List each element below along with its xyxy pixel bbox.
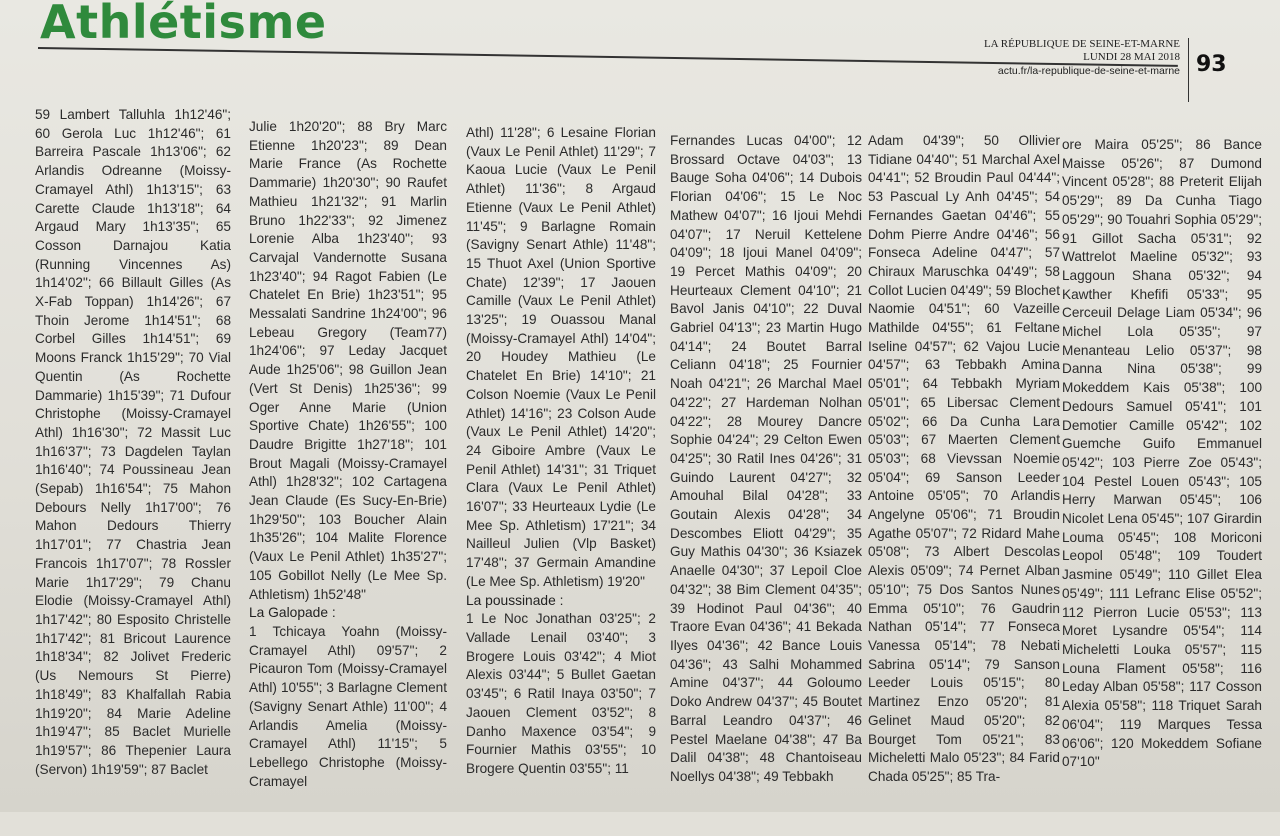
publication-name: LA RÉPUBLIQUE DE SEINE-ET-MARNE bbox=[983, 38, 1180, 50]
results-paragraph: Fernandes Lucas 04'00"; 12 Brossard Octave 04'03"; 13 Bauge Soha 04'06"; 14 Dubois Florian 04'06"; 15 Le Noc Mathew 04'07"; 16 Ijoui Mehdi 04'07"; 17 Neruil Kettelene 04'09"; 18 Ijoui Manel 04'09"; 19 Percet Mathis 04'09"; 20 Heurteaux Clement 04'10"; 21 Bavol Janis 04'10"; 22 Duval Gabriel 04'13"; 23 Martin Hugo 04'14"; 24 Boutet Barral Celiann 04'18"; 25 Fournier Noah 04'21"; 26 Marchal Mael 04'22"; 27 Hardeman Nolhan 04'22"; 28 Mourey Dancre Sophie 04'24"; 29 Celton Ewen 04'25"; 30 Ratil Ines 04'26"; 31 Guindo Laurent 04'27"; 32 Amouhal Bilal 04'28"; 33 Goutain Alexis 04'28"; 34 Descombes Eliott 04'29"; 35 Guy Mathis 04'30"; 36 Ksiazek Anaelle 04'30"; 37 Lepoil Cloe 04'32"; 38 Bim Clement 04'35"; 39 Hodinot Paul 04'36"; 40 Traore Evan 04'36"; 41 Bekada Ilyes 04'36"; 42 Bance Louis 04'36"; 43 Salhi Mohammed Amine 04'37"; 44 Goloumo Doko Andrew 04'37"; 45 Boutet Barral Leandro 04'37"; 46 Pestel Maelane 04'38"; 47 Ba Dalil 04'38"; 48 Chantoiseau Noellys 04'38"; 49 Tebbakh bbox=[670, 133, 862, 784]
results-paragraph: Athl) 11'28"; 6 Lesaine Florian (Vaux Le Penil Athlet) 11'29"; 7 Kaoua Lucie (Vaux Le Penil Athlet) 11'36"; 8 Argaud Etienne (Vaux Le Penil Athlet) 11'45"; 9 Barlagne Romain (Savigny Senart Athle) 11'48"; 15 Thuot Axel (Union Sportive Chate) 12'39"; 17 Jaouen Camille (Vaux Le Penil Athlet) 13'25"; 19 Ouassou Manal (Moissy-Cramayel Athl) 14'04"; 20 Houdey Mathieu (Le Chatelet En Brie) 14'10"; 21 Colson Noemie (Vaux Le Penil Athlet) 14'16"; 23 Colson Aude (Vaux Le Penil Athlet) 14'20"; 24 Giboire Ambre (Vaux Le Penil Athlet) 14'31"; 31 Triquet Clara (Vaux Le Penil Athlet) 16'07"; 33 Heurteaux Lydie (Le Mee Sp. Athletism) 17'21"; 34 Nailleul Julien (Vlp Basket) 17'48"; 37 Germain Amandine (Le Mee Sp. Athletism) 19'20" bbox=[466, 125, 656, 589]
results-column-1 bbox=[35, 106, 231, 806]
results-paragraph: 59 Lambert Talluhla 1h12'46"; 60 Gerola Luc 1h12'46"; 61 Barreira Pascale 1h13'06"; 62 Arlandis Odreanne (Moissy-Cramayel Athl) 1h13'15"; 63 Carette Claude 1h13'18"; 64 Argaud Mary 1h13'35"; 65 Cosson Darnajou Katia (Running Vincennes As) 1h14'02"; 66 Billault Gilles (As X-Fab Toppan) 1h14'26"; 67 Thoin Jerome 1h14'51"; 68 Corbel Gilles 1h14'51"; 69 Moons Franck 1h15'29"; 70 Vial Quentin (As Rochette Dammarie) 1h15'39"; 71 Dufour Christophe (Moissy-Cramayel Athl) 1h16'30"; 72 Massit Luc 1h16'37"; 73 Dagdelen Taylan 1h16'40"; 74 Poussineau Jean (Sepab) 1h16'54"; 75 Mahon Debours Nelly 1h17'00"; 76 Mahon Dedours Thierry 1h17'01"; 77 Chastria Jean Francois 1h17'07"; 78 Rossler Marie 1h17'29"; 79 Chanu Elodie (Moissy-Cramayel Athl) 1h17'42"; 80 Esposito Christelle 1h17'42"; 81 Bricout Laurence 1h18'34"; 82 Jolivet Frederic (Us Nemours St Pierre) 1h18'49"; 83 Khalfallah Rabia 1h19'20"; 84 Marie Adeline 1h19'47"; 85 Baclet Murielle 1h19'57"; 86 Thepenier Laura (Servon) 1h19'59"; 87 Baclet bbox=[35, 107, 231, 777]
page-number: 93 bbox=[1196, 52, 1227, 77]
results-column-6 bbox=[1062, 136, 1262, 836]
results-column-3 bbox=[466, 124, 656, 824]
results-column-5 bbox=[868, 132, 1060, 832]
results-column-2 bbox=[249, 118, 447, 818]
results-column-4 bbox=[670, 132, 862, 832]
results-paragraph: ore Maira 05'25"; 86 Bance Maisse 05'26"; 87 Dumond Vincent 05'28"; 88 Preterit Elijah 05'29"; 89 Da Cunha Tiago 05'29"; 90 Touahri Sophia 05'29"; 91 Gillot Sacha 05'31"; 92 Wattrelot Maeline 05'32"; 93 Laggoun Shana 05'32"; 94 Kawther Khefifi 05'33"; 95 Cerceuil Delage Liam 05'34"; 96 Michel Lola 05'35"; 97 Menanteau Lelio 05'37"; 98 Danna Nina 05'38"; 99 Mokeddem Kais 05'38"; 100 Dedours Samuel 05'41"; 101 Demotier Camille 05'42"; 102 Guemche Guifo Emmanuel 05'42"; 103 Pierre Zoe 05'43"; 104 Pestel Louen 05'43"; 105 Herry Marwan 05'45"; 106 Nicolet Lena 05'45"; 107 Girardin Louma 05'45"; 108 Moriconi Leopol 05'48"; 109 Toudert Jasmine 05'49"; 110 Gillet Elea 05'49"; 111 Lefranc Elise 05'52"; 112 Pierron Lucie 05'53"; 113 Moret Lysandre 05'54"; 114 Micheletti Louka 05'57"; 115 Louna Flament 05'58"; 116 Leday Alban 05'58"; 117 Cosson Alexia 05'58"; 118 Triquet Sarah 06'04"; 119 Marques Tessa 06'06"; 120 Mokeddem Sofiane 07'10" bbox=[1062, 137, 1262, 770]
section-title: Athlétisme bbox=[40, 0, 327, 49]
publication-date: LUNDI 28 MAI 2018 bbox=[1083, 51, 1180, 63]
publication-info bbox=[960, 38, 1180, 78]
results-paragraph: Adam 04'39"; 50 Ollivier Tidiane 04'40"; 51 Marchal Axel 04'41"; 52 Broudin Paul 04'44"; 53 Pascual Ly Anh 04'45"; 54 Fernandes Gaetan 04'46"; 55 Dohm Pierre Andre 04'46"; 56 Fonseca Adeline 04'47"; 57 Chiraux Maruschka 04'49"; 58 Collot Lucien 04'49"; 59 Blochet Naomie 04'51"; 60 Vazeille Mathilde 04'55"; 61 Feltane Iseline 04'57"; 62 Vajou Lucie 04'57"; 63 Tebbakh Amina 05'01"; 64 Tebbakh Myriam 05'01"; 65 Libersac Clement 05'02"; 66 Da Cunha Lara 05'03"; 67 Maerten Clement 05'03"; 68 Vievssan Noemie 05'04"; 69 Sanson Leeder Antoine 05'05"; 70 Arlandis Angelyne 05'06"; 71 Broudin Agathe 05'07"; 72 Ridard Mahe 05'08"; 73 Albert Descolas Alexis 05'09"; 74 Pernet Alban 05'10"; 75 Dos Santos Nunes Emma 05'10"; 76 Gaudrin Nathan 05'14"; 77 Fonseca Vanessa 05'14"; 78 Nebati Sabrina 05'14"; 79 Sanson Leeder Louis 05'15"; 80 Martinez Enzo 05'20"; 81 Gelinet Maud 05'20"; 82 Bourget Tom 05'21"; 83 Micheletti Malo 05'23"; 84 Farid Chada 05'25"; 85 Tra- bbox=[868, 133, 1060, 784]
results-paragraph: Julie 1h20'20"; 88 Bry Marc Etienne 1h20'23"; 89 Dean Marie France (As Rochette Dammarie) 1h20'30"; 90 Raufet Mathieu 1h21'32"; 91 Marlin Bruno 1h22'33"; 92 Jimenez Lorenie Alba 1h23'40"; 93 Carvajal Vandernotte Susana 1h23'40"; 94 Ragot Fabien (Le Chatelet En Brie) 1h23'51"; 95 Messalati Sandrine 1h24'00"; 96 Lebeau Gregory (Team77) 1h24'06"; 97 Leday Jacquet Aude 1h25'06"; 98 Guillon Jean (Vert St Denis) 1h25'36"; 99 Oger Anne Marie (Union Sportive Chate) 1h26'55"; 100 Daudre Brigitte 1h27'18"; 101 Brout Magali (Moissy-Cramayel Athl) 1h28'32"; 102 Cartagena Jean Claude (Es Sucy-En-Brie) 1h29'50"; 103 Boucher Alain 1h35'26"; 104 Malite Florence (Vaux Le Penil Athlet) 1h35'27"; 105 Gobillot Nelly (Le Mee Sp. Athletism) 1h52'48" bbox=[249, 119, 447, 602]
header-divider bbox=[1188, 38, 1189, 102]
subhead-galopade: La Galopade : bbox=[249, 605, 336, 621]
subhead-poussinade: La poussinade : bbox=[466, 592, 564, 608]
results-paragraph: 1 Tchicaya Yoahn (Moissy-Cramayel Athl) 09'57"; 2 Picauron Tom (Moissy-Cramayel Athl) 10'55"; 3 Barlagne Clement (Savigny Senart Athle) 11'00"; 4 Arlandis Amelia (Moissy-Cramayel Athl) 11'15"; 5 Lebellego Christophe (Moissy-Cramayel bbox=[249, 623, 447, 789]
results-paragraph: 1 Le Noc Jonathan 03'25"; 2 Vallade Lenail 03'40"; 3 Brogere Louis 03'42"; 4 Miot Alexis 03'44"; 5 Bullet Gaetan 03'45"; 6 Ratil Inaya 03'50"; 7 Jaouen Clement 03'52"; 8 Danho Maxence 03'54"; 9 Fournier Mathis 03'55"; 10 Brogere Quentin 03'55"; 11 bbox=[466, 611, 656, 776]
publication-url: actu.fr/la-republique-de-seine-et-marne bbox=[997, 65, 1180, 77]
